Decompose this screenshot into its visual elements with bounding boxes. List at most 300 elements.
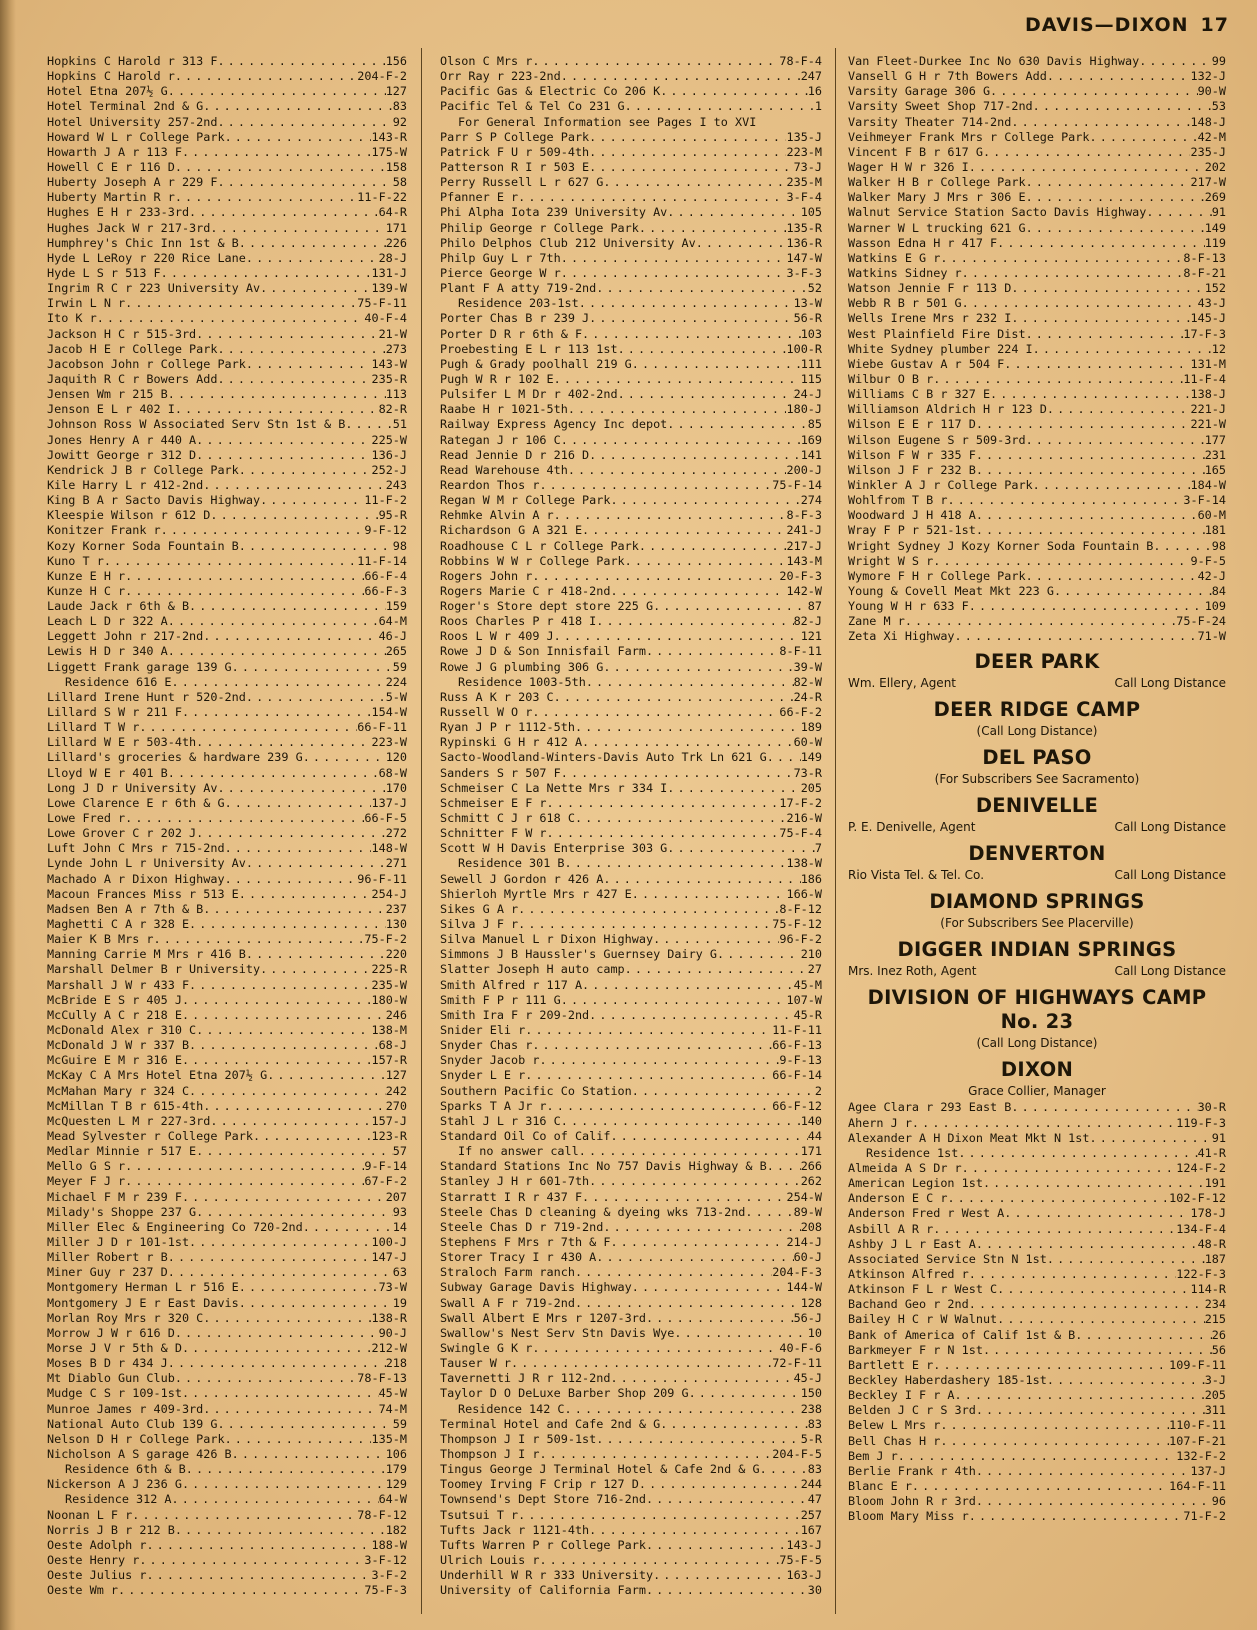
listing-row [848,599,1226,614]
phone-number: 127 [385,1068,407,1083]
phone-number: 68-J [378,1038,407,1053]
phone-number: 217-W [1190,175,1226,190]
listing-row [47,796,407,811]
leader-dots [118,1583,364,1598]
phone-number: 64-M [378,614,407,629]
listing-name: Silva J F r [440,917,519,932]
leader-dots [575,720,801,735]
phone-number: 217-J [786,538,822,553]
listing-row [848,342,1226,357]
listing-name: Munroe James r 409-3rd [47,1401,204,1416]
listing-name: Residence 301 B [458,856,565,871]
listing-row [47,175,407,190]
leader-dots [175,1326,379,1341]
listing-name: Patterson R I r 503 E [440,159,590,174]
town-heading: DIVISION OF HIGHWAYS CAMP [867,986,1207,1010]
phone-number: 110-F-11 [1169,1418,1226,1433]
phone-number: 223-W [371,735,407,750]
listing-name: Smith Ira F r 209-2nd [440,1007,590,1022]
leader-dots [565,856,787,871]
phone-number: 90-J [378,1325,407,1340]
listing-row [848,1418,1226,1433]
phone-number: 165 [1204,462,1226,477]
phone-number: 73-R [793,765,822,780]
listing-row [47,523,407,538]
listing-name: Nickerson A J 236 G [47,1477,182,1492]
leader-dots [976,1464,1191,1479]
leader-dots [589,448,801,463]
listing-name: Kuno T r [47,553,104,568]
leader-dots [947,493,1183,508]
town-heading: DEER RIDGE CAMP [933,698,1141,722]
listing-row [848,1282,1226,1297]
phone-number: 45-J [793,1371,822,1386]
phone-number: 75-F-12 [772,917,822,932]
listing-name: Warner W L trucking 621 G [848,220,1026,235]
listing-name: Atkinson Alfred r [848,1267,969,1282]
listing-row [47,448,407,463]
leader-dots [168,1250,372,1265]
listing-name: Leach L D r 322 A [47,614,168,629]
leader-dots [175,1523,386,1538]
phone-number: 214-J [786,1234,822,1249]
town-section [848,986,1226,1052]
listing-row [848,327,1226,342]
listing-row [440,130,822,145]
listing-name: Williams C B r 327 E [848,387,991,402]
listing-row [848,417,1226,432]
leader-dots [217,1417,392,1432]
listing-row [440,1568,822,1583]
leader-dots [610,1371,793,1386]
listing-row [440,660,822,675]
listing-row [848,478,1226,493]
listing-name: McDonald Alex r 310 C [47,1023,197,1037]
listing-row [848,448,1226,463]
leader-dots [603,175,786,190]
directory-column-2 [440,54,822,1614]
phone-number: 204-F-5 [772,1446,822,1461]
agent-line [848,962,1226,980]
listing-row [848,584,1226,599]
listing-name: Konitzer Frank r [47,523,161,538]
phone-number: 57 [392,1144,407,1159]
listing-row [440,160,822,175]
leader-dots [260,281,371,296]
listing-row [440,1296,822,1311]
listing-row [47,1250,407,1265]
listing-row [440,569,822,584]
listing-row [848,1464,1226,1479]
listing-row [47,160,407,175]
leader-dots [518,917,772,932]
listing-name: Medlar Minnie r 517 E [47,1144,197,1159]
listing-row [47,221,407,236]
phone-number: 204-F-2 [357,69,407,84]
phone-number: 138-J [1190,387,1226,402]
leader-dots [125,1159,364,1174]
phone-number: 135-M [371,1431,407,1446]
listing-name: Hughes Jack W r 217-3rd [47,220,211,235]
listing-row [47,720,407,735]
listing-name: Pacific Gas & Electric Co 206 K [440,84,661,99]
phone-number: 3-F-2 [371,1568,407,1583]
phone-number: 26 [1211,1327,1226,1342]
phone-number: 177 [1204,432,1226,447]
listing-name: Roos Charles P r 418 I [440,614,597,629]
listing-row [440,1402,822,1417]
phone-number: 73-J [793,159,822,174]
phone-number: 164-F-11 [1169,1479,1226,1493]
leader-dots [575,1296,801,1311]
phone-number: 235-M [786,175,822,190]
phone-number: 141 [800,447,822,462]
leader-dots [646,1311,794,1326]
phone-number: 152 [1204,281,1226,296]
phone-number: 45-M [793,977,822,992]
phone-number: 257 [800,1507,822,1522]
leader-dots [253,1129,372,1144]
leader-dots [632,1280,787,1295]
listing-name: Residence 616 E [65,674,172,689]
listing-name: Webb R B r 501 G [848,296,962,311]
leader-dots [646,644,779,659]
leader-dots [203,99,393,114]
listing-row [440,69,822,84]
listing-row [47,539,407,554]
listing-row [47,1174,407,1189]
agent-line [848,674,1226,692]
listing-name: Standard Oil Co of Calif [440,1128,611,1143]
listing-row [440,221,822,236]
leader-dots [125,569,364,584]
listing-name: University of California Farm [440,1583,646,1598]
leader-dots [217,54,385,69]
listing-row [440,402,822,417]
listing-row [47,463,407,478]
listing-row [440,993,822,1008]
leader-dots [182,1190,386,1205]
listing-row [440,448,822,463]
phone-number: 224 [385,674,407,689]
listing-row [47,266,407,281]
listing-row [47,1326,407,1341]
listing-row [47,1492,407,1507]
leader-dots [947,1191,1169,1206]
listing-name: Ashby J L r East A [848,1236,976,1251]
listing-name: Veihmeyer Frank Mrs r College Park [848,129,1090,144]
listing-name: Johnson Ross W Associated Serv Stn 1st & B [47,417,346,432]
phone-number: 175-W [371,144,407,159]
listing-row [47,357,407,372]
phone-number: 207 [385,1189,407,1204]
phone-number: 269 [1204,190,1226,205]
phone-number: 96-F-11 [357,871,407,886]
leader-dots [582,523,786,538]
leader-dots [217,115,392,130]
leader-dots [239,539,393,554]
listing-name: Beckley Haberdashery 185-1st [848,1373,1047,1388]
phone-number: 235-J [1190,144,1226,159]
listing-row [440,1220,822,1235]
listing-name: Laude Jack r 6th & B [47,599,190,614]
phone-number: 9-F-5 [1190,553,1226,568]
listing-name: Morlan Roy Mrs r 320 C [47,1310,204,1325]
listing-name: Smith Alfred r 117 A [440,977,583,992]
leader-dots [1004,357,1190,372]
listing-row [47,1190,407,1205]
phone-number: 98 [1211,538,1226,553]
leader-dots [582,1190,786,1205]
listing-row [47,1220,407,1235]
leader-dots [246,357,372,372]
listing-name: Nelson D H r College Park [47,1431,225,1446]
phone-number: 11-F-11 [772,1023,822,1037]
listing-name: Bachand Geo r 2nd [848,1297,969,1312]
town-section [848,650,1226,692]
listing-name: McQuesten L M r 227-3rd [47,1113,211,1128]
listing-name: Meyer F J r [47,1174,126,1189]
listing-name: Lynde John L r University Av [47,856,246,871]
listing-row [848,1131,1226,1146]
leader-dots [962,296,1198,311]
listing-row [47,251,407,266]
phone-number: 8-F-3 [786,508,822,523]
phone-number: 7 [814,841,822,856]
listing-name: Residence 1st [866,1145,959,1160]
listing-name: Oeste Wm r [47,1583,119,1598]
phone-number: 46-J [378,629,407,644]
phone-number: 56 [1211,1342,1226,1357]
town-heading: DEL PASO [982,746,1092,770]
phone-number: 102-F-12 [1169,1191,1226,1206]
listing-row [47,281,407,296]
listing-row [47,1144,407,1159]
listing-row [47,841,407,856]
listing-name: Thompson J I r 509-1st [440,1431,597,1446]
listing-row [47,1296,407,1311]
leader-dots [579,296,794,311]
leader-dots [225,872,358,887]
listing-row [440,1341,822,1356]
phone-number: 119 [1204,235,1226,250]
phone-number: 82-W [793,674,822,689]
listing-name: Kunze H C r [47,583,126,598]
listing-name: Wright W S r [848,553,934,568]
leader-dots [983,1343,1212,1358]
leader-dots [172,1492,379,1507]
listing-row [440,811,822,826]
phone-number: 143-M [786,553,822,568]
listing-row [848,1191,1226,1206]
listing-row [440,750,822,765]
phone-number: 17-F-3 [1183,326,1226,341]
listing-name: White Sydney plumber 224 I [848,341,1033,356]
leader-dots [225,130,372,145]
listing-name: McMillan T B r 615-4th [47,1098,204,1113]
leader-dots [997,236,1205,251]
leader-dots [239,1280,379,1295]
listing-name: Miner Guy r 237 D [47,1265,168,1280]
listing-name: Young & Covell Meat Mkt 223 G [848,583,1054,598]
listing-row [47,1023,407,1038]
listing-row [440,84,822,99]
leader-dots [146,1568,371,1583]
phone-number: 218 [385,1356,407,1371]
phone-number: 143-J [786,1537,822,1552]
leader-dots [210,508,378,523]
listing-name: Swallow's Nest Serv Stn Davis Wye [440,1325,675,1340]
phone-number: 109-F-11 [1169,1357,1226,1372]
phone-number: 13-W [793,296,822,311]
listing-name: Lillard's groceries & hardware 239 G [47,750,303,765]
leader-dots [596,1250,793,1265]
phone-number: 9-F-13 [779,1053,822,1068]
leader-dots [603,1220,800,1235]
phone-number: 95-R [378,508,407,523]
listing-row [47,402,407,417]
listing-name: Lowe Grover C r 202 J [47,826,197,841]
leader-dots [303,750,386,765]
phone-number: 66-F-4 [364,568,407,583]
phone-number: 265 [385,644,407,659]
phone-number: 75-F-24 [1176,614,1226,629]
listing-name: Wilson J F r 232 B [848,462,976,477]
town-heading: DEER PARK [974,650,1100,674]
phone-number: 212-W [371,1340,407,1355]
leader-dots [582,978,794,993]
listing-name: Read Warehouse 4th [440,462,568,477]
listing-row [440,614,822,629]
phone-number: 8-F-11 [779,644,822,659]
listing-row [440,690,822,705]
phone-number: 103 [800,326,822,341]
leader-dots [189,1038,379,1053]
listing-row [440,1432,822,1447]
phone-number: 171 [800,1144,822,1159]
listing-row [440,826,822,841]
listing-row [848,357,1226,372]
phone-number: 189 [800,720,822,735]
phone-number: 129 [385,1477,407,1492]
listing-row [47,69,407,84]
listing-row [47,1235,407,1250]
phone-number: 113 [385,387,407,402]
listing-name: Winkler A J r College Park [848,477,1033,492]
phone-number: 169 [800,432,822,447]
listing-name: Jenson E L r 402 I [47,402,175,417]
phone-number: 30 [807,1583,822,1598]
listing-name: Manning Carrie M Mrs r 416 B [47,947,246,962]
phone-number: 107-W [786,992,822,1007]
phone-number: 148-J [1190,114,1226,129]
listing-name: Parr S P College Park [440,129,590,144]
phone-number: 204-F-3 [772,1265,822,1280]
listing-name: Maier K B Mrs r [47,932,154,947]
phone-number: 66-F-12 [772,1098,822,1113]
listing-name: Russell W O r [440,705,533,720]
leader-dots [203,1402,378,1417]
listing-row [848,1267,1226,1282]
leader-dots [554,629,801,644]
leader-dots [1011,1100,1197,1115]
listing-name: Jones Henry A r 440 A [47,432,197,447]
listing-name: Hyde L S r 513 F [47,265,161,280]
listing-row [440,705,822,720]
listing-row [440,281,822,296]
phone-number: 137-J [1190,1463,1226,1478]
listing-name: Schnitter F W r [440,826,547,841]
leader-dots [1026,327,1184,342]
listing-row [440,1205,822,1220]
listing-row [440,342,822,357]
listing-name: Toomey Irving F Crip r 127 D [440,1477,639,1492]
listing-row [47,387,407,402]
listing-row [47,145,407,160]
phone-number: 60-M [1197,508,1226,523]
leader-dots [579,1144,801,1159]
listing-name: Raabe H r 1021-5th [440,402,568,417]
town-subtitle: (For Subscribers See Sacramento) [934,772,1140,787]
listing-name: Vansell G H r 7th Bowers Add [848,69,1047,84]
listing-row [440,1023,822,1038]
leader-dots [933,372,1183,387]
listing-name: McCully A C r 218 E [47,1007,182,1022]
listing-row [848,1328,1226,1343]
leader-dots [1089,130,1197,145]
listing-name: Lillard T W r [47,720,140,735]
leader-dots [990,387,1190,402]
listing-name: Porter Chas B r 239 J [440,311,590,326]
leader-dots [646,1492,808,1507]
listing-row [47,675,407,690]
leader-dots [146,1538,371,1553]
phone-number: 273 [385,341,407,356]
listing-name: Hughes E H r 233-3rd [47,205,190,220]
leader-dots [905,614,1176,629]
town-heading: DENVERTON [968,842,1106,866]
phone-number: 48-R [1197,1236,1226,1251]
listing-row [440,1099,822,1114]
listing-row [440,584,822,599]
listing-row [440,372,822,387]
leader-dots [196,1144,393,1159]
listing-name: Proebesting E L r 113 1st [440,341,618,356]
listing-name: Jackson H C r 515-3rd [47,326,197,341]
phone-number: 75-F-14 [772,477,822,492]
listing-row [848,130,1226,145]
listing-name: Snider Eli r [440,1023,526,1037]
listing-name: Montgomery Herman L r 516 E [47,1280,239,1295]
phone-number: 3-F-3 [786,265,822,280]
leader-dots [539,478,772,493]
listing-name: Kendrick J B r College Park [47,462,239,477]
listing-row [440,417,822,432]
listing-name: Oeste Julius r [47,1568,147,1583]
leader-dots [196,448,371,463]
phone-number: 105 [800,205,822,220]
leader-dots [189,205,379,220]
phone-number: 145-J [1190,311,1226,326]
listing-name: Woodward J H 418 A [848,508,976,523]
listing-row [848,69,1226,84]
phone-number: 242 [385,1083,407,1098]
phone-number: 143-W [371,356,407,371]
phone-number: 17-F-2 [779,795,822,810]
listing-row [848,54,1226,69]
listing-name: Swall Albert E Mrs r 1207-3rd [440,1310,646,1325]
phone-number: 246 [385,1007,407,1022]
